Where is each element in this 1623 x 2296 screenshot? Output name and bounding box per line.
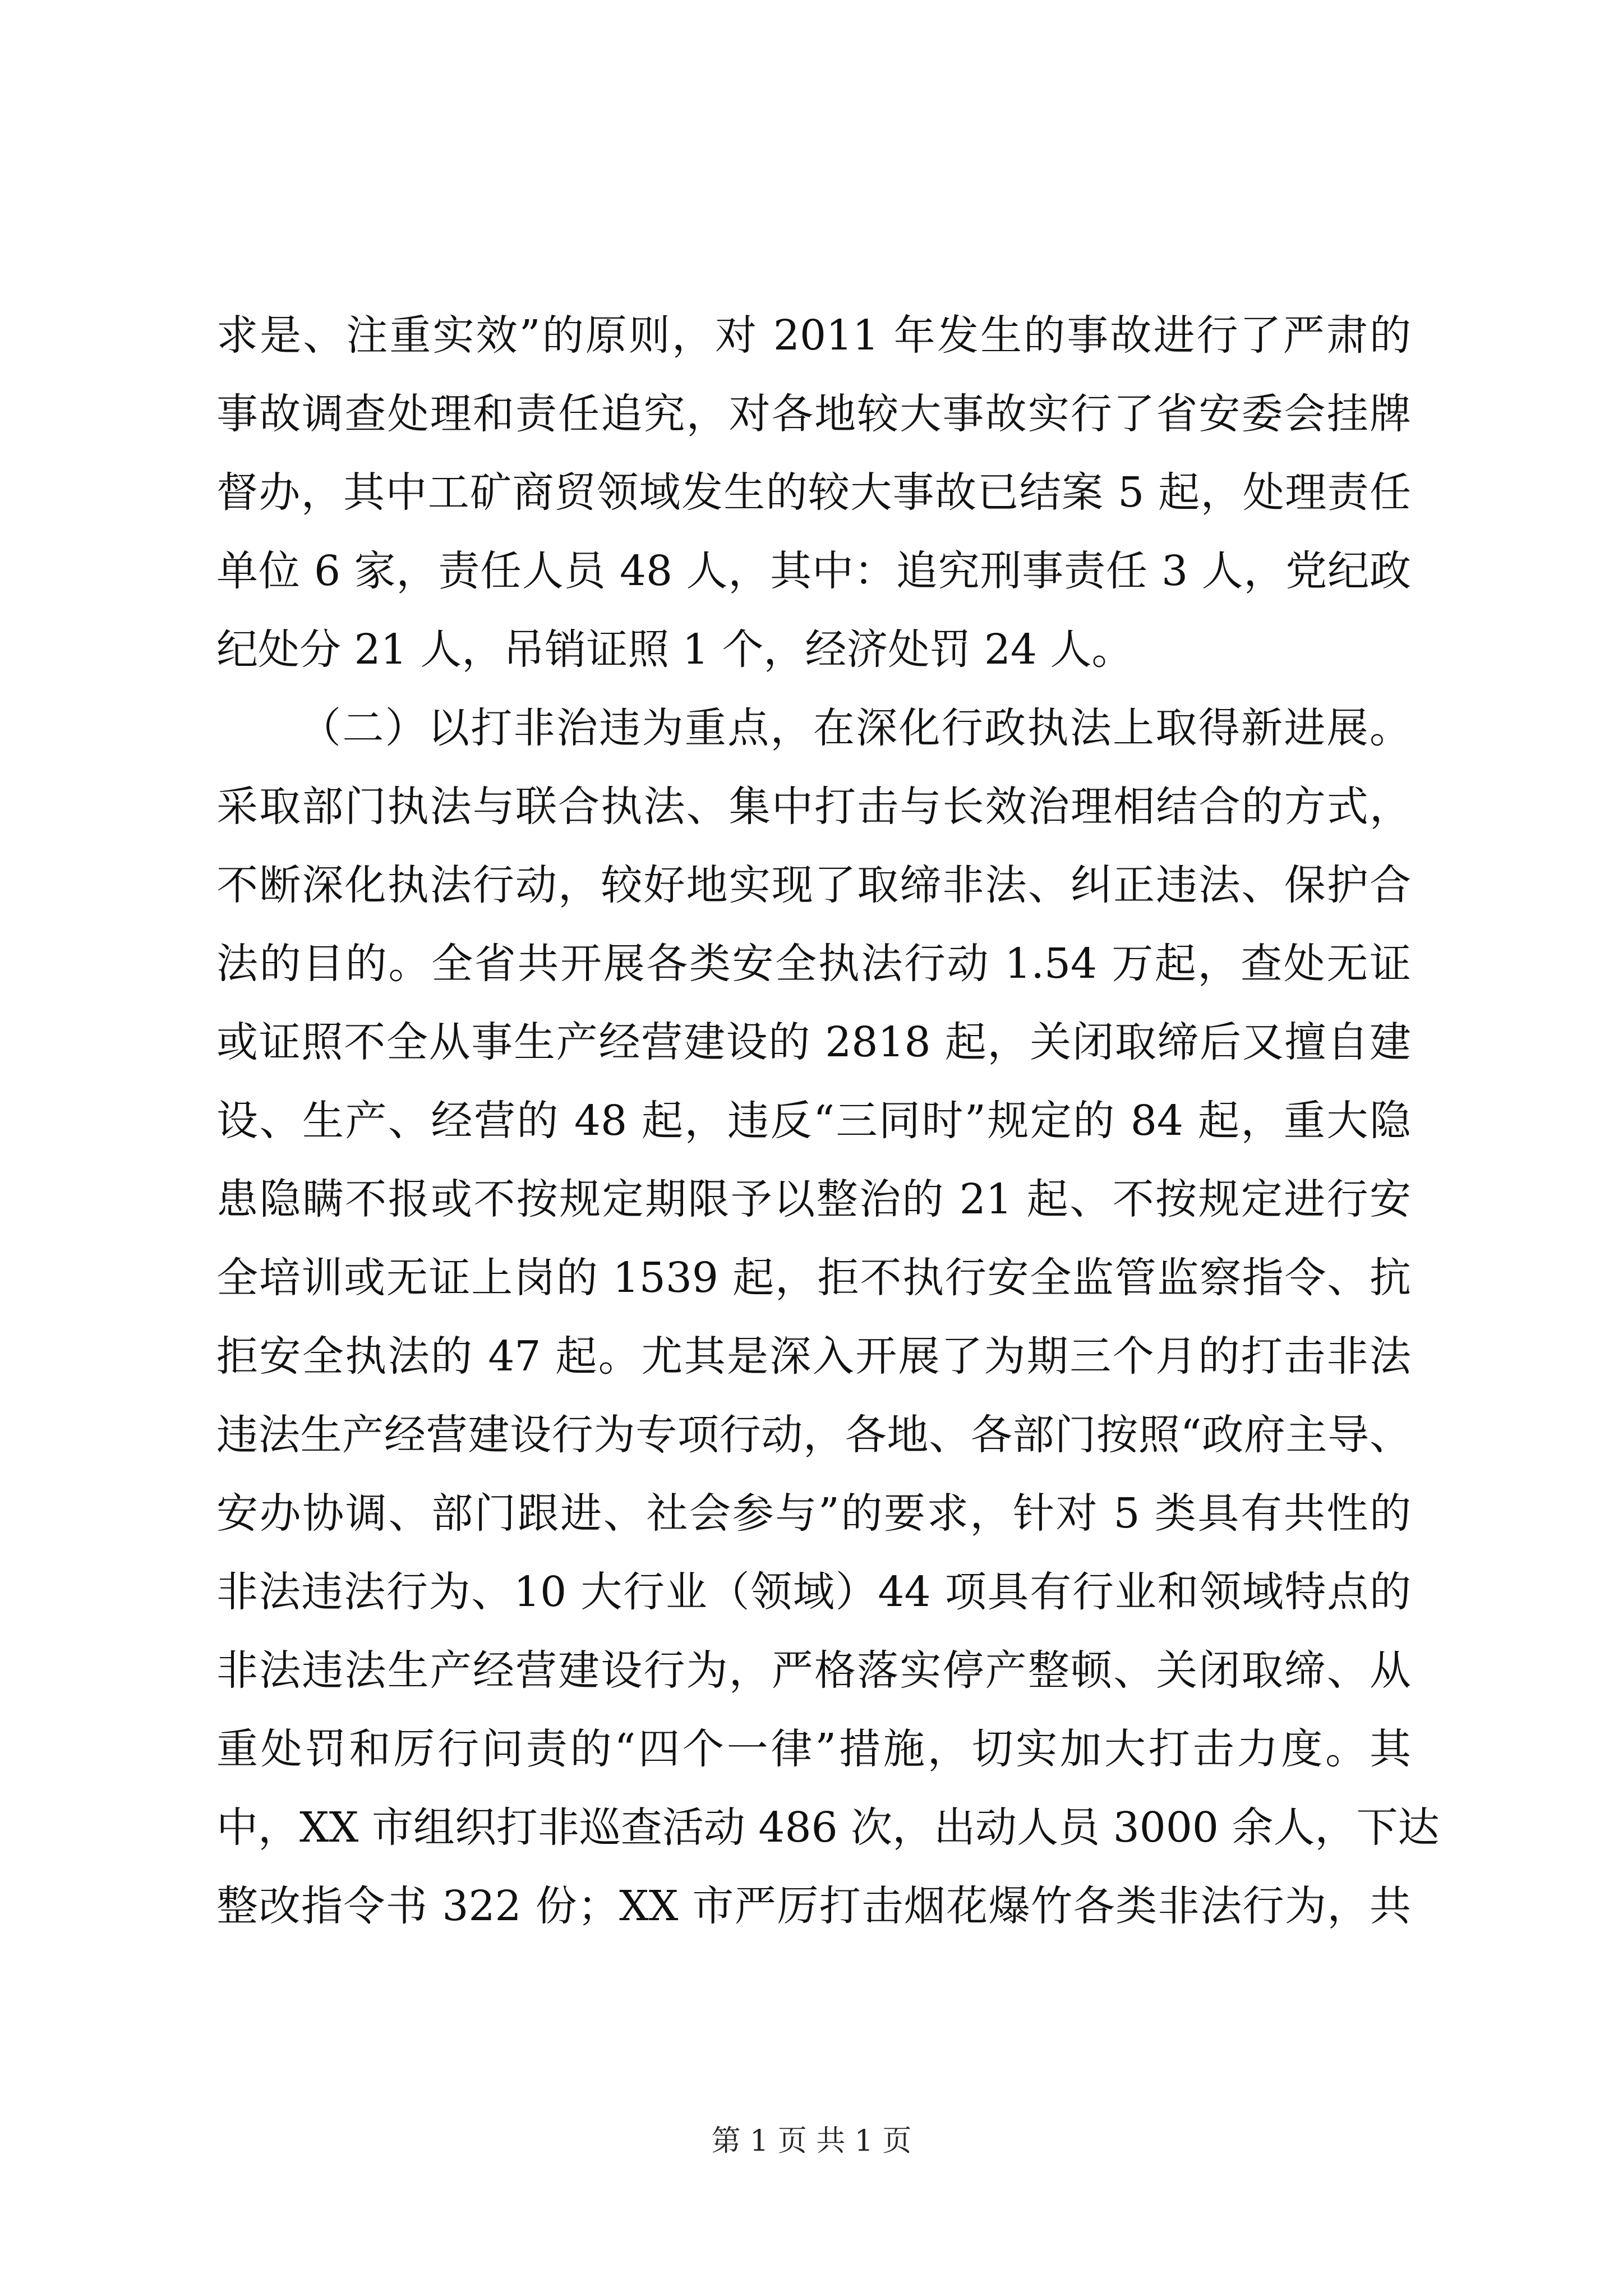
text-line: 安办协调、部门跟进、社会参与”的要求，针对 5 类具有共性的 [216,1489,1411,1538]
text-line: 设、生产、经营的 48 起，违反“三同时”规定的 84 起，重大隐 [216,1097,1411,1145]
text-line: 全培训或无证上岗的 1539 起，拒不执行安全监管监察指令、抗 [216,1254,1411,1302]
text-line: 整改指令书 322 份；XX 市严厉打击烟花爆竹各类非法行为，共 [216,1882,1411,1930]
text-line: 法的目的。全省共开展各类安全执法行动 1.54 万起，查处无证 [216,940,1411,988]
text-line: 中，XX 市组织打非巡查活动 486 次，出动人员 3000 余人，下达 [216,1803,1440,1852]
text-line: 拒安全执法的 47 起。尤其是深入开展了为期三个月的打击非法 [216,1332,1411,1381]
text-line: 事故调查处理和责任追究，对各地较大事故实行了省安委会挂牌 [216,390,1411,438]
text-line: 违法生产经营建设行为专项行动，各地、各部门按照“政府主导、 [216,1411,1411,1459]
text-line: 采取部门执法与联合执法、集中打击与长效治理相结合的方式， [216,783,1411,831]
text-line: 督办，其中工矿商贸领域发生的较大事故已结案 5 起，处理责任 [216,468,1411,517]
text-line: 求是、注重实效”的原则，对 2011 年发生的事故进行了严肃的 [216,311,1411,360]
text-line: 纪处分 21 人，吊销证照 1 个，经济处罚 24 人。 [216,625,1133,674]
section-heading-line: （二）以打非治违为重点，在深化行政执法上取得新进展。 [299,704,1411,752]
page-footer: 第 1 页 共 1 页 [711,2124,912,2158]
text-line: 患隐瞒不报或不按规定期限予以整治的 21 起、不按规定进行安 [216,1175,1411,1223]
text-line: 非法违法生产经营建设行为，严格落实停产整顿、关闭取缔、从 [216,1646,1411,1695]
text-line: 单位 6 家，责任人员 48 人，其中：追究刑事责任 3 人，党纪政 [216,547,1411,595]
text-line: 或证照不全从事生产经营建设的 2818 起，关闭取缔后又擅自建 [216,1018,1411,1066]
text-line: 不断深化执法行动，较好地实现了取缔非法、纠正违法、保护合 [216,861,1411,909]
text-line: 非法违法行为、10 大行业（领域）44 项具有行业和领域特点的 [216,1568,1411,1616]
text-line: 重处罚和厉行问责的“四个一律”措施，切实加大打击力度。其 [216,1725,1411,1773]
